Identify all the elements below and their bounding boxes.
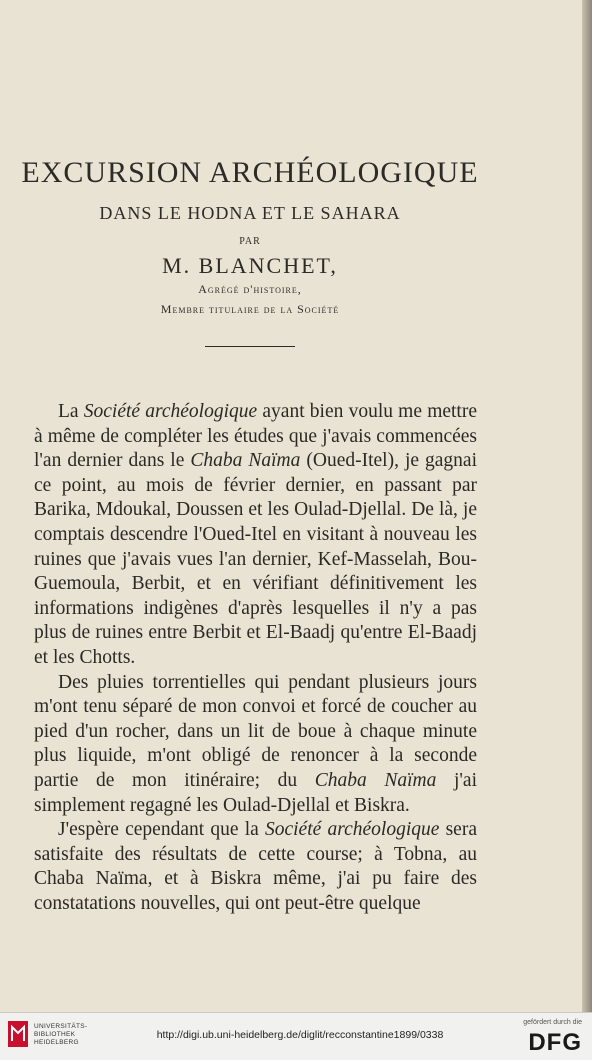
- text-run: Des pluies torrentielles qui pendant plusieurs jours m'ont tenu séparé de mon convoi et forcé de coucher au pied d'un rocher, dans un lit de boue à chaque minute plus liquide, m'ont obligé de renoncer à la seconde partie de mon itinéraire; du: [34, 671, 477, 791]
- separator-rule: [205, 346, 295, 347]
- paragraph-1: [34, 400, 477, 671]
- library-line-3: HEIDELBERG: [34, 1039, 79, 1046]
- body-text: [34, 400, 477, 916]
- article-subtitle: DANS LE HODNA ET LE SAHARA: [99, 203, 401, 223]
- funded-by-label: gefördert durch die: [523, 1019, 582, 1026]
- article-title: EXCURSION ARCHÉOLOGIQUE: [21, 156, 479, 189]
- viewer-footer: [0, 1012, 592, 1060]
- paragraph-3: [34, 818, 477, 916]
- university-library-logo-icon: [8, 1021, 28, 1047]
- library-line-2: BIBLIOTHEK: [34, 1031, 76, 1038]
- text-run: j'ai simplement regagné les Oulad-Djellal et Biskra.: [34, 769, 477, 816]
- author-name: M. BLANCHET,: [162, 253, 338, 278]
- italic-run: Chaba Naïma: [314, 769, 437, 791]
- author-role-1: Agrégé d'histoire,: [198, 282, 302, 296]
- text-run: ayant bien voulu me mettre à même de compléter les études que j'avais commencées l'an dernier dans le: [34, 401, 477, 472]
- italic-run: Chaba Naïma: [190, 450, 301, 472]
- by-label: PAR: [239, 236, 261, 247]
- page-edge-shadow: [582, 0, 592, 1012]
- italic-run: Société archéologique: [264, 819, 440, 841]
- author-role-2: Membre titulaire de la Société: [160, 302, 340, 316]
- paragraph-2: [34, 671, 477, 819]
- text-run: La: [58, 401, 84, 422]
- library-name: [34, 1023, 87, 1047]
- text-run: sera satisfaite des résultats de cette course; à Tobna, au Chaba Naïma, et à Biskra même, j'ai pu faire des constatations nouvelles, qui ont peut-être quelque: [34, 819, 477, 914]
- text-run: J'espère cependant que la: [58, 819, 265, 841]
- source-url[interactable]: http://digi.ub.uni-heidelberg.de/diglit/recconstantine1899/0338: [156, 1029, 444, 1041]
- dfg-logo: DFG: [528, 1029, 582, 1056]
- text-run: (Oued-Itel), je gagnai ce point, au mois de février dernier, en passant par Barika, Mdoukal, Doussen et les Oulad-Djellal. De là, je comptais descendre l'Oued-Itel en visitant à nouveau les ruines que j'avais vues l'an dernier, Kef-Masselah, Bou-Guemoula, Berbit, et en vérifiant définitivement les informations indigènes d'après lesquelles il n'y a pas plus de ruines entre Berbit et El-Baadj qu'entre El-Baadj et les Chotts.: [34, 450, 477, 668]
- library-line-1: UNIVERSITÄTS-: [34, 1023, 88, 1030]
- italic-run: Société archéologique: [83, 401, 258, 422]
